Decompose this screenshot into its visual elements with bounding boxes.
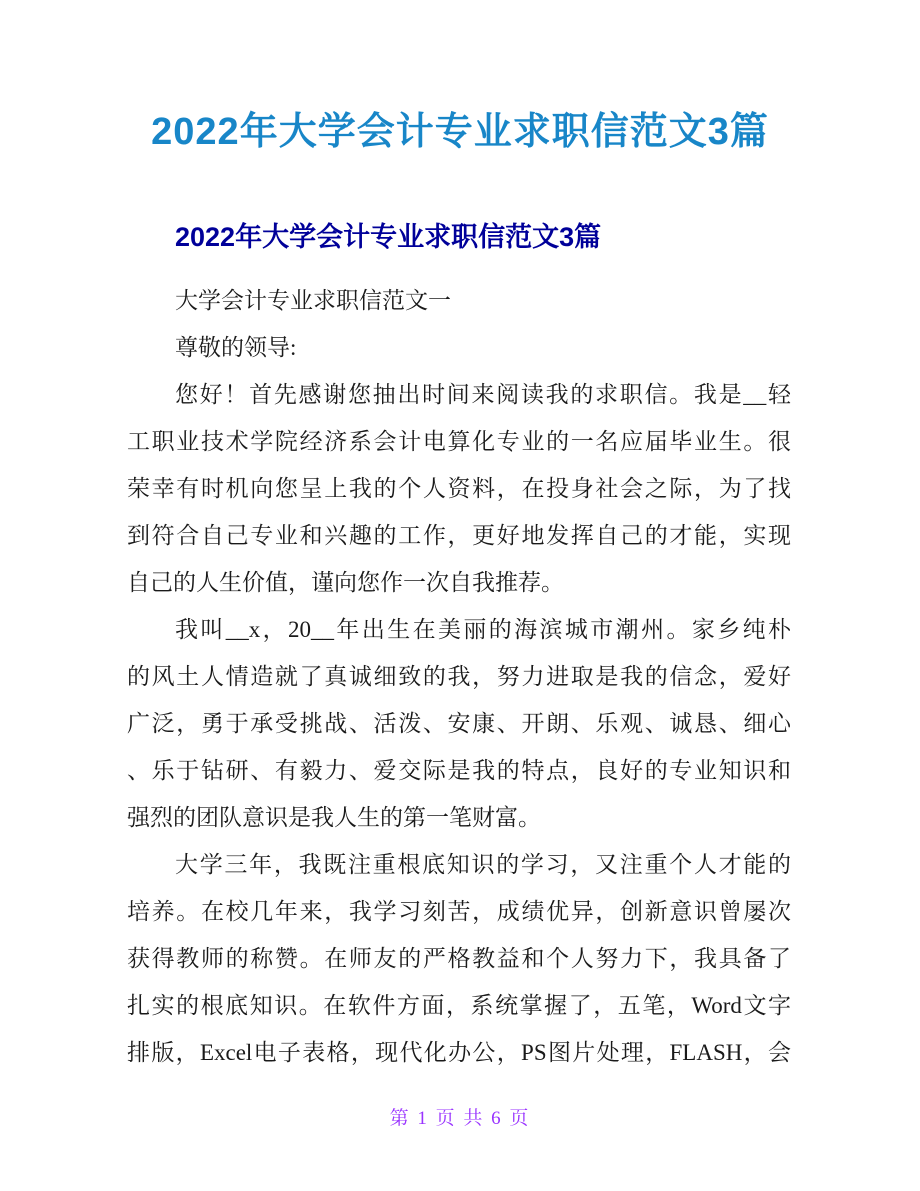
document-body <box>127 277 791 1076</box>
text-line: 广泛，勇于承受挑战、活泼、安康、开朗、乐观、诚恳、细心 <box>127 711 791 736</box>
text-line: 到符合自己专业和兴趣的工作，更好地发挥自己的才能，实现 <box>127 523 791 548</box>
text-line: 大学会计专业求职信范文一 <box>175 288 451 313</box>
text-line: 大学三年，我既注重根底知识的学习，又注重个人才能的 <box>175 852 791 877</box>
page-footer: 第 1 页 共 6 页 <box>389 1108 531 1129</box>
text-line: 自己的人生价值，谨向您作一次自我推荐。 <box>127 570 564 595</box>
text-line: 获得教师的称赞。在师友的严格教益和个人努力下，我具备了 <box>127 946 791 971</box>
text-line: 的风土人情造就了真诚细致的我，努力进取是我的信念，爱好 <box>127 664 791 689</box>
text-line: 扎实的根底知识。在软件方面，系统掌握了，五笔，Word文字 <box>127 993 791 1018</box>
text-line: 工职业技术学院经济系会计电算化专业的一名应届毕业生。很 <box>127 429 791 454</box>
text-line: 强烈的团队意识是我人生的第一笔财富。 <box>127 805 541 830</box>
text-line: 尊敬的领导: <box>175 335 297 360</box>
text-line: 培养。在校几年来，我学习刻苦，成绩优异，创新意识曾屡次 <box>127 899 791 924</box>
text-line: 我叫__x，20__年出生在美丽的海滨城市潮州。家乡纯朴 <box>175 617 791 642</box>
text-line: 、乐于钻研、有毅力、爱交际是我的特点，良好的专业知识和 <box>127 758 791 783</box>
text-line: 荣幸有时机向您呈上我的个人资料，在投身社会之际，为了找 <box>127 476 791 501</box>
page-title: 2022年大学会计专业求职信范文3篇 <box>151 111 769 153</box>
document-heading: 2022年大学会计专业求职信范文3篇 <box>175 222 602 252</box>
text-line: 您好！首先感谢您抽出时间来阅读我的求职信。我是__轻 <box>175 382 791 407</box>
text-line: 排版，Excel电子表格，现代化办公，PS图片处理，FLASH，会 <box>127 1040 791 1065</box>
